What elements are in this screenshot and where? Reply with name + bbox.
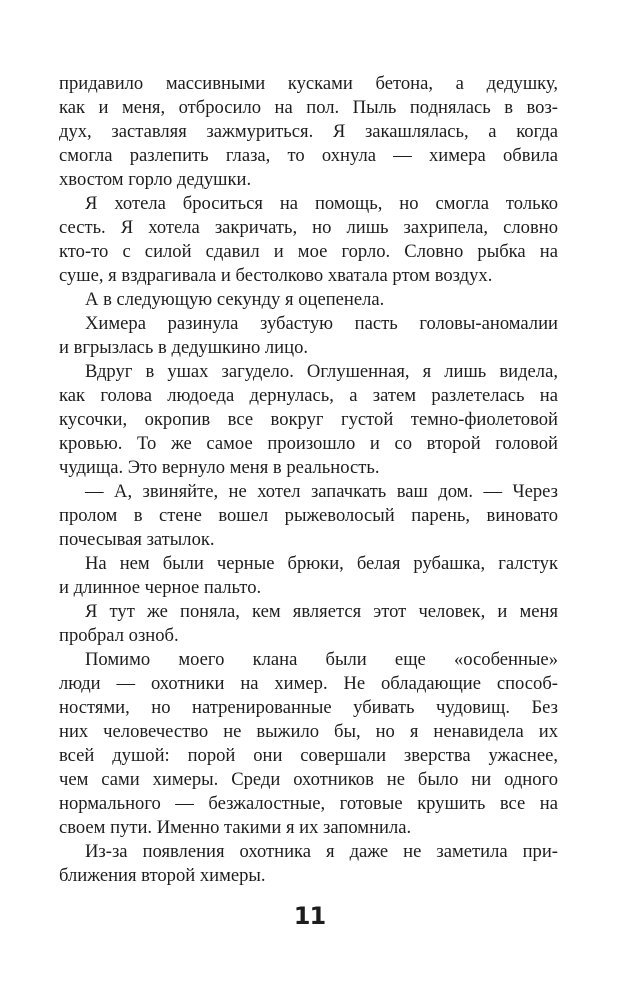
paragraph xyxy=(59,840,558,888)
text-line: своем пути. Именно такими я их запомнила. xyxy=(59,817,412,838)
paragraph xyxy=(59,192,558,288)
text-line: и вгрызлась в дедушкино лицо. xyxy=(59,337,309,358)
text-line: придавило массивными кусками бетона, а дедушку, xyxy=(59,73,558,94)
text-line: нормального — безжалостные, готовые крушить все на xyxy=(59,793,558,814)
text-line: всей душой: порой они совершали зверства ужаснее, xyxy=(59,745,558,766)
text-line: пролом в стене вошел рыжеволосый парень, виновато xyxy=(59,505,558,526)
text-line: них человечество не выжило бы, но я ненавидела их xyxy=(59,721,558,742)
text-line: На нем были черные брюки, белая рубашка, галстук xyxy=(85,553,558,574)
paragraph xyxy=(59,552,558,600)
text-line: Химера разинула зубастую пасть головы-аномалии xyxy=(85,313,558,334)
text-line: хвостом горло дедушки. xyxy=(59,169,252,190)
paragraph xyxy=(59,312,558,360)
text-line: — А, звиняйте, не хотел запачкать ваш дом. — Через xyxy=(85,481,558,502)
paragraph xyxy=(59,72,558,192)
page-body xyxy=(59,72,558,888)
text-line: А в следующую секунду я оцепенела. xyxy=(85,289,385,310)
text-line: Я хотела броситься на помощь, но смогла только xyxy=(85,193,558,214)
text-line: кто-то с силой сдавил и мое горло. Словно рыбка на xyxy=(59,241,558,262)
text-line: ностями, но натренированные убивать чудовищ. Без xyxy=(59,697,558,718)
text-line: суше, я вздрагивала и бестолково хватала ртом воздух. xyxy=(59,265,493,286)
text-line: почесывая затылок. xyxy=(59,529,215,550)
text-line: кусочки, окропив все вокруг густой темно-фиолетовой xyxy=(59,409,558,430)
text-line: чудища. Это вернуло меня в реальность. xyxy=(59,457,380,478)
text-line: ближения второй химеры. xyxy=(59,865,266,886)
text-line: и длинное черное пальто. xyxy=(59,577,262,598)
text-line: кровью. То же самое произошло и со второй головой xyxy=(59,433,558,454)
text-line: смогла разлепить глаза, то охнула — химера обвила xyxy=(59,145,558,166)
paragraph xyxy=(59,600,558,648)
page-number: 11 xyxy=(293,902,326,930)
paragraph xyxy=(59,648,558,840)
text-line: чем сами химеры. Среди охотников не было ни одного xyxy=(59,769,558,790)
text-line: как и меня, отбросило на пол. Пыль поднялась в воз- xyxy=(59,97,558,118)
text-line: Вдруг в ушах загудело. Оглушенная, я лишь видела, xyxy=(85,361,558,382)
text-line: люди — охотники на химер. Не обладающие способ- xyxy=(59,673,558,694)
paragraph xyxy=(59,360,558,480)
paragraph xyxy=(59,480,558,552)
text-line: сесть. Я хотела закричать, но лишь захрипела, словно xyxy=(59,217,558,238)
text-line: пробрал озноб. xyxy=(59,625,179,646)
text-line: дух, заставляя зажмуриться. Я закашлялась, а когда xyxy=(59,121,558,142)
text-line: Я тут же поняла, кем является этот человек, и меня xyxy=(85,601,558,622)
text-line: Из-за появления охотника я даже не заметила при- xyxy=(85,841,558,862)
text-line: Помимо моего клана были еще «особенные» xyxy=(85,649,558,670)
paragraph xyxy=(59,288,558,312)
text-line: как голова людоеда дернулась, а затем разлетелась на xyxy=(59,385,558,406)
